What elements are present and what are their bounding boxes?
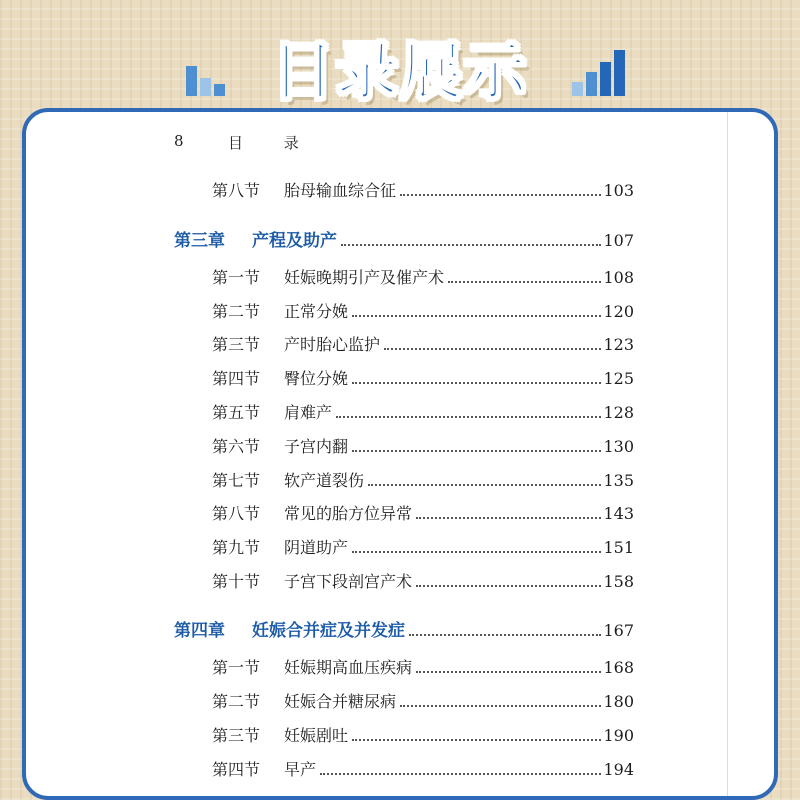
toc-page-number: 194 xyxy=(603,760,634,779)
toc-entry xyxy=(212,689,634,713)
leader-dots xyxy=(368,484,601,486)
toc-entry-title: 常见的胎方位异常 xyxy=(284,504,413,523)
toc-entry-title: 产时胎心监护 xyxy=(284,335,381,354)
toc-page-number: 143 xyxy=(603,504,634,523)
toc-entry-title: 阴道助产 xyxy=(284,538,349,557)
leader-dots xyxy=(352,450,601,452)
leader-dots xyxy=(416,671,601,673)
toc-section-label: 第三节 xyxy=(212,335,261,354)
toc-entry xyxy=(212,569,634,593)
toc-chapter-label: 第四章 xyxy=(174,621,225,641)
toc-entry xyxy=(212,366,634,390)
toc-section-label: 第五节 xyxy=(212,403,261,422)
toc-section-label: 第四节 xyxy=(212,760,261,779)
leader-dots xyxy=(416,517,601,519)
running-title: 目 录 xyxy=(228,134,317,152)
toc-page-number: 108 xyxy=(603,268,634,287)
leader-dots xyxy=(409,634,601,636)
toc-entry-title: 臀位分娩 xyxy=(284,369,349,388)
leader-dots xyxy=(320,773,601,775)
toc-section-label: 第八节 xyxy=(212,504,261,523)
banner-header xyxy=(0,0,800,108)
toc-page-number: 130 xyxy=(603,437,634,456)
page-edge-divider xyxy=(727,112,728,796)
toc-section-label: 第二节 xyxy=(212,302,261,321)
toc-page-number: 107 xyxy=(603,231,634,250)
leader-dots xyxy=(400,194,601,196)
toc-entry xyxy=(212,434,634,458)
toc-chapter-entry xyxy=(174,616,634,640)
toc-page-number: 180 xyxy=(603,692,634,711)
toc-entry-title: 妊娠剧吐 xyxy=(284,726,349,745)
toc-section-label: 第十节 xyxy=(212,572,261,591)
toc-page-number: 190 xyxy=(603,726,634,745)
leader-dots xyxy=(352,551,601,553)
toc-page-number: 123 xyxy=(603,335,634,354)
toc-entry-title: 胎母输血综合征 xyxy=(284,181,397,200)
toc-section-label: 第九节 xyxy=(212,538,261,557)
leader-dots xyxy=(352,382,601,384)
toc-chapter-entry xyxy=(174,226,634,250)
toc-entry xyxy=(212,178,634,202)
toc-entry xyxy=(212,299,634,323)
toc-page-number: 168 xyxy=(603,658,634,677)
toc-entry-title: 子宫下段剖宫产术 xyxy=(284,572,413,591)
toc-entry-title: 软产道裂伤 xyxy=(284,471,365,490)
toc-entry xyxy=(212,501,634,525)
toc-entry xyxy=(212,655,634,679)
toc-entry xyxy=(212,332,634,356)
page-title: 目录展示 xyxy=(271,35,528,108)
leader-dots xyxy=(400,705,601,707)
toc-entry-title: 妊娠合并糖尿病 xyxy=(284,692,397,711)
bar-chart-icon-right xyxy=(572,50,632,96)
leader-dots xyxy=(416,585,601,587)
toc-page-number: 103 xyxy=(603,181,634,200)
toc-page-number: 151 xyxy=(603,538,634,557)
toc-entry xyxy=(212,723,634,747)
leader-dots xyxy=(352,739,601,741)
toc-entry xyxy=(212,400,634,424)
toc-page-card xyxy=(22,108,778,800)
leader-dots xyxy=(352,315,601,317)
toc-entry-title: 妊娠晚期引产及催产术 xyxy=(284,268,445,287)
toc-chapter-title: 妊娠合并症及并发症 xyxy=(252,621,405,641)
toc-entry xyxy=(212,468,634,492)
leader-dots xyxy=(448,281,601,283)
toc-chapter-title: 产程及助产 xyxy=(252,231,337,251)
toc-page-number: 125 xyxy=(603,369,634,388)
toc-entry xyxy=(212,757,634,781)
leader-dots xyxy=(341,244,601,246)
toc-section-label: 第六节 xyxy=(212,437,261,456)
page-number: 8 xyxy=(174,132,184,150)
toc-page-number: 158 xyxy=(603,572,634,591)
toc-page-number: 120 xyxy=(603,302,634,321)
toc-section-label: 第一节 xyxy=(212,658,261,677)
leader-dots xyxy=(384,348,601,350)
toc-page-number: 135 xyxy=(603,471,634,490)
toc-entry-title: 子宫内翻 xyxy=(284,437,349,456)
toc-section-label: 第二节 xyxy=(212,692,261,711)
leader-dots xyxy=(336,416,601,418)
toc-entry xyxy=(212,535,634,559)
toc-page-number: 128 xyxy=(603,403,634,422)
toc-entry-title: 肩难产 xyxy=(284,403,333,422)
toc-page-number: 167 xyxy=(603,621,634,640)
toc-chapter-label: 第三章 xyxy=(174,231,225,251)
toc-section-label: 第四节 xyxy=(212,369,261,388)
toc-entry-title: 妊娠期高血压疾病 xyxy=(284,658,413,677)
toc-section-label: 第三节 xyxy=(212,726,261,745)
toc-section-label: 第七节 xyxy=(212,471,261,490)
toc-entry xyxy=(212,265,634,289)
toc-entry-title: 早产 xyxy=(284,760,317,779)
toc-section-label: 第八节 xyxy=(212,181,261,200)
toc-entry-title: 正常分娩 xyxy=(284,302,349,321)
toc-section-label: 第一节 xyxy=(212,268,261,287)
